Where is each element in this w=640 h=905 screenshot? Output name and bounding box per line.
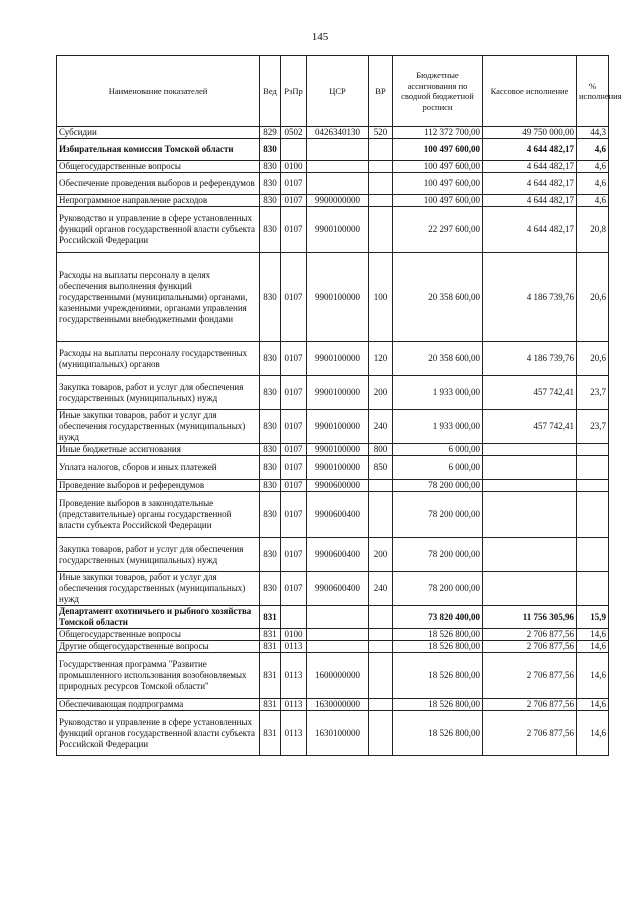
cell-assignments: 73 820 400,00 xyxy=(393,606,483,629)
cell-ved: 830 xyxy=(260,444,281,456)
header-percent: % исполнения xyxy=(577,56,609,127)
cell-name: Департамент охотничьего и рыбного хозяйства Томской области xyxy=(57,606,260,629)
cell-ved: 830 xyxy=(260,376,281,410)
cell-cash-execution xyxy=(483,480,577,492)
cell-cash-execution: 4 644 482,17 xyxy=(483,195,577,207)
cell-csr: 9900100000 xyxy=(307,376,369,410)
cell-ved: 830 xyxy=(260,572,281,606)
table-row xyxy=(57,444,609,456)
cell-name: Избирательная комиссия Томской области xyxy=(57,139,260,161)
cell-ved: 830 xyxy=(260,139,281,161)
cell-csr: 9900600400 xyxy=(307,572,369,606)
cell-percent: 4,6 xyxy=(577,139,609,161)
cell-rzpr: 0113 xyxy=(281,699,307,711)
table-row xyxy=(57,376,609,410)
cell-percent: 20,6 xyxy=(577,342,609,376)
cell-vr xyxy=(369,161,393,173)
header-name: Наименование показателей xyxy=(57,56,260,127)
cell-csr xyxy=(307,173,369,195)
cell-assignments: 18 526 800,00 xyxy=(393,641,483,653)
cell-name: Обеспечение проведения выборов и референдумов xyxy=(57,173,260,195)
cell-rzpr: 0107 xyxy=(281,480,307,492)
cell-rzpr: 0107 xyxy=(281,572,307,606)
table-row xyxy=(57,161,609,173)
cell-csr: 1630100000 xyxy=(307,711,369,756)
table-row xyxy=(57,572,609,606)
table-row xyxy=(57,195,609,207)
table-row xyxy=(57,342,609,376)
cell-name: Общегосударственные вопросы xyxy=(57,629,260,641)
cell-assignments: 22 297 600,00 xyxy=(393,207,483,253)
table-row xyxy=(57,641,609,653)
cell-assignments: 18 526 800,00 xyxy=(393,629,483,641)
cell-name: Уплата налогов, сборов и иных платежей xyxy=(57,456,260,480)
cell-percent: 14,6 xyxy=(577,653,609,699)
cell-ved: 830 xyxy=(260,253,281,342)
cell-percent: 23,7 xyxy=(577,410,609,444)
header-ved: Вед xyxy=(260,56,281,127)
cell-rzpr: 0113 xyxy=(281,653,307,699)
cell-ved: 830 xyxy=(260,480,281,492)
cell-ved: 831 xyxy=(260,641,281,653)
cell-cash-execution xyxy=(483,444,577,456)
cell-name: Обеспечивающая подпрограмма xyxy=(57,699,260,711)
table-row xyxy=(57,139,609,161)
cell-cash-execution: 11 756 305,96 xyxy=(483,606,577,629)
table-body xyxy=(57,127,609,756)
cell-rzpr: 0100 xyxy=(281,161,307,173)
cell-assignments: 18 526 800,00 xyxy=(393,711,483,756)
cell-ved: 831 xyxy=(260,711,281,756)
cell-ved: 831 xyxy=(260,653,281,699)
cell-percent: 14,6 xyxy=(577,711,609,756)
cell-vr: 240 xyxy=(369,410,393,444)
cell-name: Непрограммное направление расходов xyxy=(57,195,260,207)
cell-csr: 9900100000 xyxy=(307,253,369,342)
cell-assignments: 18 526 800,00 xyxy=(393,699,483,711)
cell-csr: 9900100000 xyxy=(307,456,369,480)
cell-vr xyxy=(369,711,393,756)
cell-name: Руководство и управление в сфере установленных функций органов государственной власти субъекта Российской Федерации xyxy=(57,207,260,253)
cell-rzpr: 0107 xyxy=(281,376,307,410)
cell-csr xyxy=(307,641,369,653)
cell-percent: 4,6 xyxy=(577,195,609,207)
table-row xyxy=(57,173,609,195)
cell-ved: 831 xyxy=(260,629,281,641)
cell-rzpr: 0107 xyxy=(281,173,307,195)
table-header xyxy=(57,56,622,127)
cell-vr: 850 xyxy=(369,456,393,480)
table-row xyxy=(57,410,609,444)
cell-name: Расходы на выплаты персоналу в целях обеспечения выполнения функций государственными (муниципальными) органами, казенными учреждениями, органами управления государственными внебюджетными фондами xyxy=(57,253,260,342)
cell-csr: 1600000000 xyxy=(307,653,369,699)
table-row xyxy=(57,253,609,342)
cell-percent: 20,8 xyxy=(577,207,609,253)
cell-percent: 20,6 xyxy=(577,253,609,342)
cell-percent: 14,6 xyxy=(577,629,609,641)
cell-assignments: 100 497 600,00 xyxy=(393,173,483,195)
cell-csr: 1630000000 xyxy=(307,699,369,711)
cell-name: Иные закупки товаров, работ и услуг для обеспечения государственных (муниципальных) нужд xyxy=(57,572,260,606)
cell-csr: 9900100000 xyxy=(307,207,369,253)
header-assignments: Бюджетные ассигнования по сводной бюджетной росписи xyxy=(393,56,483,127)
cell-cash-execution: 4 644 482,17 xyxy=(483,139,577,161)
cell-cash-execution: 4 186 739,76 xyxy=(483,342,577,376)
table-row xyxy=(57,480,609,492)
cell-name: Другие общегосударственные вопросы xyxy=(57,641,260,653)
cell-name: Закупка товаров, работ и услуг для обеспечения государственных (муниципальных) нужд xyxy=(57,376,260,410)
cell-assignments: 20 358 600,00 xyxy=(393,253,483,342)
table-row xyxy=(57,127,609,139)
header-csr: ЦСР xyxy=(307,56,369,127)
cell-cash-execution xyxy=(483,492,577,538)
cell-csr: 9900600400 xyxy=(307,538,369,572)
cell-rzpr: 0100 xyxy=(281,629,307,641)
cell-csr: 9900100000 xyxy=(307,342,369,376)
cell-vr xyxy=(369,480,393,492)
cell-csr: 9900100000 xyxy=(307,410,369,444)
page-number: 145 xyxy=(311,31,329,43)
cell-assignments: 100 497 600,00 xyxy=(393,161,483,173)
cell-csr xyxy=(307,139,369,161)
cell-name: Общегосударственные вопросы xyxy=(57,161,260,173)
table-row xyxy=(57,699,609,711)
cell-name: Проведение выборов в законодательные (представительные) органы государственной власти субъекта Российской Федерации xyxy=(57,492,260,538)
cell-vr xyxy=(369,173,393,195)
cell-csr xyxy=(307,161,369,173)
cell-rzpr: 0107 xyxy=(281,195,307,207)
cell-assignments: 6 000,00 xyxy=(393,444,483,456)
cell-ved: 831 xyxy=(260,606,281,629)
cell-cash-execution: 2 706 877,56 xyxy=(483,699,577,711)
cell-assignments: 100 497 600,00 xyxy=(393,195,483,207)
cell-csr: 0426340130 xyxy=(307,127,369,139)
cell-cash-execution xyxy=(483,538,577,572)
table-row xyxy=(57,711,609,756)
cell-vr: 520 xyxy=(369,127,393,139)
cell-name: Закупка товаров, работ и услуг для обеспечения государственных (муниципальных) нужд xyxy=(57,538,260,572)
cell-rzpr: 0107 xyxy=(281,492,307,538)
cell-assignments: 100 497 600,00 xyxy=(393,139,483,161)
cell-rzpr: 0107 xyxy=(281,410,307,444)
cell-rzpr: 0107 xyxy=(281,538,307,572)
cell-vr xyxy=(369,195,393,207)
cell-ved: 830 xyxy=(260,456,281,480)
cell-cash-execution: 4 644 482,17 xyxy=(483,207,577,253)
cell-ved: 830 xyxy=(260,538,281,572)
cell-cash-execution: 2 706 877,56 xyxy=(483,653,577,699)
cell-ved: 830 xyxy=(260,342,281,376)
cell-csr: 9900100000 xyxy=(307,444,369,456)
cell-csr: 9900600000 xyxy=(307,480,369,492)
cell-percent xyxy=(577,480,609,492)
cell-ved: 830 xyxy=(260,207,281,253)
cell-assignments: 78 200 000,00 xyxy=(393,572,483,606)
table-row xyxy=(57,456,609,480)
cell-vr: 200 xyxy=(369,538,393,572)
cell-cash-execution: 2 706 877,56 xyxy=(483,641,577,653)
cell-cash-execution xyxy=(483,572,577,606)
cell-percent xyxy=(577,492,609,538)
cell-rzpr: 0107 xyxy=(281,456,307,480)
cell-cash-execution: 4 644 482,17 xyxy=(483,161,577,173)
cell-rzpr xyxy=(281,139,307,161)
cell-ved: 830 xyxy=(260,195,281,207)
cell-cash-execution: 2 706 877,56 xyxy=(483,629,577,641)
table-row xyxy=(57,606,609,629)
cell-vr xyxy=(369,139,393,161)
cell-assignments: 1 933 000,00 xyxy=(393,376,483,410)
cell-percent: 14,6 xyxy=(577,699,609,711)
table-row xyxy=(57,629,609,641)
cell-percent: 23,7 xyxy=(577,376,609,410)
cell-ved: 829 xyxy=(260,127,281,139)
cell-cash-execution: 49 750 000,00 xyxy=(483,127,577,139)
cell-vr xyxy=(369,207,393,253)
cell-csr: 9900000000 xyxy=(307,195,369,207)
cell-ved: 830 xyxy=(260,173,281,195)
cell-ved: 831 xyxy=(260,699,281,711)
cell-rzpr: 0502 xyxy=(281,127,307,139)
cell-csr xyxy=(307,606,369,629)
cell-cash-execution: 457 742,41 xyxy=(483,376,577,410)
cell-percent: 44,3 xyxy=(577,127,609,139)
cell-vr xyxy=(369,641,393,653)
header-vr: ВР xyxy=(369,56,393,127)
cell-vr xyxy=(369,653,393,699)
cell-rzpr: 0107 xyxy=(281,342,307,376)
cell-percent xyxy=(577,444,609,456)
cell-cash-execution: 4 186 739,76 xyxy=(483,253,577,342)
table-row xyxy=(57,653,609,699)
table-row xyxy=(57,492,609,538)
cell-vr: 200 xyxy=(369,376,393,410)
cell-csr xyxy=(307,629,369,641)
cell-cash-execution xyxy=(483,456,577,480)
cell-name: Иные закупки товаров, работ и услуг для обеспечения государственных (муниципальных) нужд xyxy=(57,410,260,444)
cell-vr xyxy=(369,629,393,641)
cell-vr: 800 xyxy=(369,444,393,456)
table-row xyxy=(57,207,609,253)
cell-percent: 14,6 xyxy=(577,641,609,653)
cell-percent: 4,6 xyxy=(577,173,609,195)
header-cash-execution: Кассовое исполнение xyxy=(483,56,577,127)
cell-assignments: 78 200 000,00 xyxy=(393,492,483,538)
cell-rzpr xyxy=(281,606,307,629)
cell-vr: 240 xyxy=(369,572,393,606)
cell-assignments: 6 000,00 xyxy=(393,456,483,480)
table-row xyxy=(57,538,609,572)
cell-vr xyxy=(369,699,393,711)
budget-execution-table xyxy=(56,55,622,756)
cell-percent xyxy=(577,456,609,480)
cell-ved: 830 xyxy=(260,492,281,538)
cell-vr xyxy=(369,492,393,538)
cell-rzpr: 0113 xyxy=(281,641,307,653)
cell-assignments: 18 526 800,00 xyxy=(393,653,483,699)
cell-name: Расходы на выплаты персоналу государственных (муниципальных) органов xyxy=(57,342,260,376)
cell-name: Государственная программа "Развитие промышленного использования возобновляемых природных ресурсов Томской области" xyxy=(57,653,260,699)
cell-assignments: 1 933 000,00 xyxy=(393,410,483,444)
cell-rzpr: 0113 xyxy=(281,711,307,756)
cell-vr: 100 xyxy=(369,253,393,342)
cell-ved: 830 xyxy=(260,410,281,444)
cell-name: Субсидии xyxy=(57,127,260,139)
cell-cash-execution: 2 706 877,56 xyxy=(483,711,577,756)
cell-assignments: 20 358 600,00 xyxy=(393,342,483,376)
cell-vr: 120 xyxy=(369,342,393,376)
cell-name: Иные бюджетные ассигнования xyxy=(57,444,260,456)
cell-cash-execution: 4 644 482,17 xyxy=(483,173,577,195)
cell-rzpr: 0107 xyxy=(281,444,307,456)
cell-percent xyxy=(577,538,609,572)
cell-name: Проведение выборов и референдумов xyxy=(57,480,260,492)
cell-csr: 9900600400 xyxy=(307,492,369,538)
cell-assignments: 78 200 000,00 xyxy=(393,538,483,572)
cell-vr xyxy=(369,606,393,629)
cell-assignments: 112 372 700,00 xyxy=(393,127,483,139)
cell-rzpr: 0107 xyxy=(281,207,307,253)
cell-assignments: 78 200 000,00 xyxy=(393,480,483,492)
cell-ved: 830 xyxy=(260,161,281,173)
cell-percent: 15,9 xyxy=(577,606,609,629)
cell-percent: 4,6 xyxy=(577,161,609,173)
cell-percent xyxy=(577,572,609,606)
header-rzpr: РзПр xyxy=(281,56,307,127)
cell-cash-execution: 457 742,41 xyxy=(483,410,577,444)
cell-rzpr: 0107 xyxy=(281,253,307,342)
cell-name: Руководство и управление в сфере установленных функций органов государственной власти субъекта Российской Федерации xyxy=(57,711,260,756)
